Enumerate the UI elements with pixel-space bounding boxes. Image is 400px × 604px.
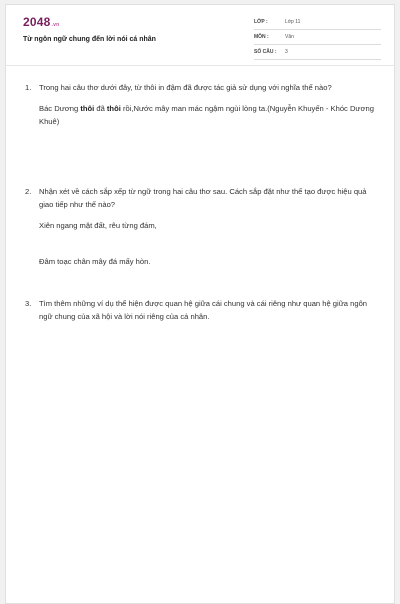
document-header	[6, 5, 394, 65]
question-3	[25, 297, 380, 323]
question-quote	[39, 102, 380, 128]
meta-label-subject: MÔN :	[254, 34, 269, 40]
meta-value-subject: Văn	[285, 34, 294, 40]
document-page	[5, 4, 395, 604]
meta-value-question-count: 3	[285, 49, 288, 55]
question-1	[25, 81, 380, 128]
question-text: Trong hai câu thơ dưới đây, từ thôi in đậm đã được tác giả sử dụng với nghĩa thế nào?	[39, 83, 332, 92]
site-logo[interactable]	[23, 15, 59, 29]
logo-sub-text: .vn	[51, 22, 60, 28]
meta-label-question-count: SỐ CÂU :	[254, 49, 277, 55]
question-number: 1.	[25, 83, 32, 92]
question-number: 3.	[25, 299, 32, 308]
meta-row-class	[254, 17, 381, 30]
meta-label-class: LỚP :	[254, 19, 268, 25]
quote-text: đã	[94, 104, 107, 113]
question-text: Nhận xét về cách sắp xếp từ ngữ trong hai câu thơ sau. Cách sắp đặt như thế tạo được hiệu quả giao tiếp như thế nào?	[39, 187, 367, 209]
quote-text: Bác Dương	[39, 104, 81, 113]
quote-bold-word: thôi	[80, 104, 95, 113]
meta-row-subject	[254, 32, 381, 45]
logo-main-text: 2048	[23, 15, 51, 29]
question-number: 2.	[25, 187, 32, 196]
quote-bold-word: thôi	[106, 104, 121, 113]
header-divider	[6, 65, 394, 66]
poem-line-2: Đâm toạc chân mây đá mấy hòn.	[39, 257, 151, 266]
quote-text: rồi,Nước mây man mác ngậm ngùi lòng ta.(Nguyễn Khuyến - Khóc Dương Khuê)	[39, 104, 374, 126]
question-2	[25, 185, 380, 268]
question-text: Tìm thêm những ví dụ thể hiện được quan hệ giữa cái chung và cái riêng như quan hệ giữa ngôn ngữ chung của xã hội và lời nói riêng của cá nhân.	[39, 299, 368, 321]
meta-value-class: Lớp 11	[285, 19, 301, 25]
poem-line-1: Xiên ngang mặt đất, rêu từng đám,	[39, 221, 157, 230]
document-title: Từ ngôn ngữ chung đến lời nói cá nhân	[23, 36, 156, 43]
meta-row-question-count	[254, 47, 381, 60]
